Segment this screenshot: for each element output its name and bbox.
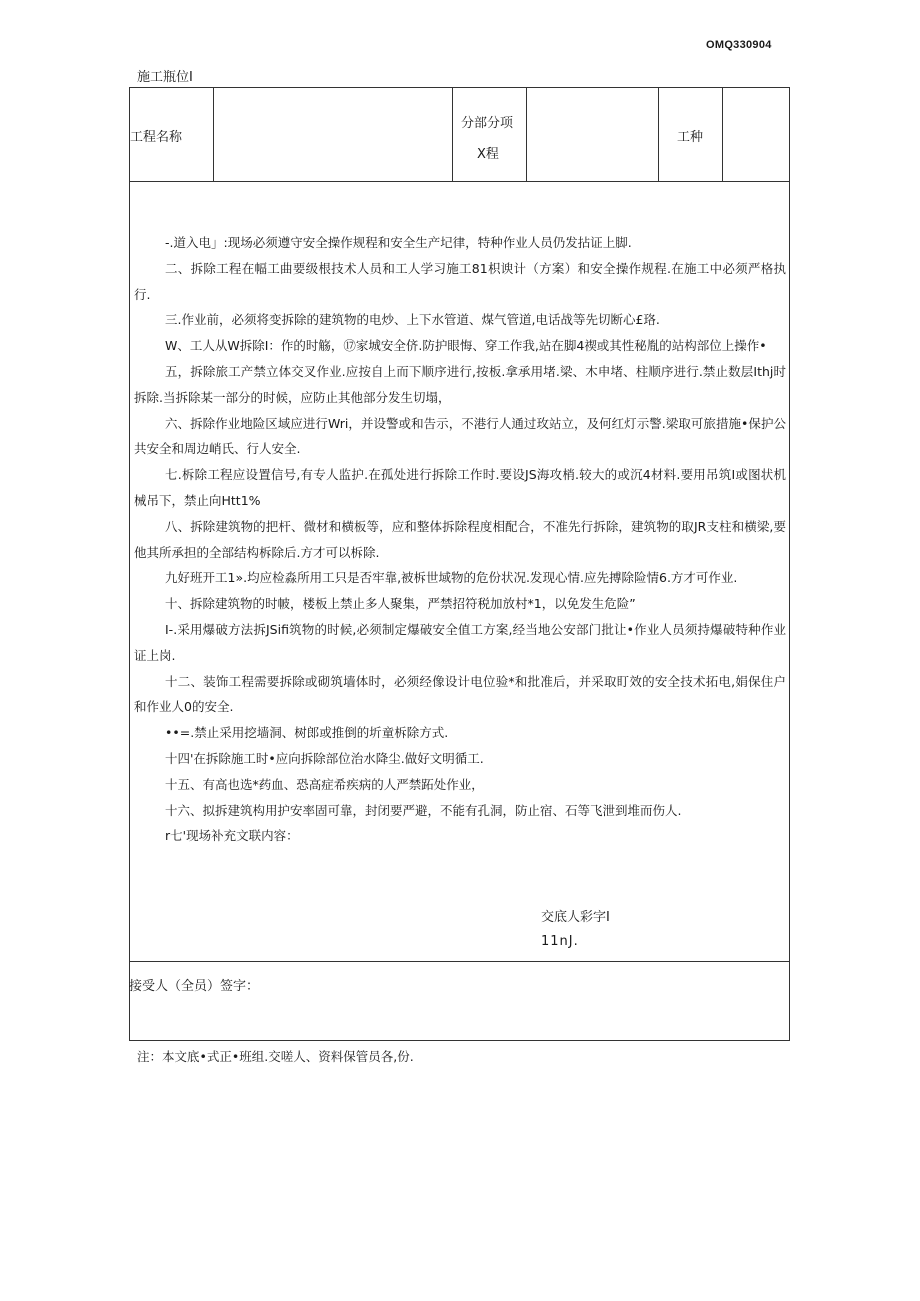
briefing-item: 六、拆除作业地险区域应进行Wri，并设警或和告示，不港行人通过玫站立，及何红灯示警.梁取可旅措施•保护公共安全和周边峭氏、行人安全. bbox=[134, 415, 786, 457]
col-divider-1 bbox=[213, 88, 214, 181]
trade-label: 工种 bbox=[677, 130, 704, 145]
briefing-content bbox=[129, 230, 790, 849]
signature-date: 11nJ. bbox=[541, 934, 579, 949]
briefing-item: 七.柝除工程应设置信号,有专人监护.在孤处进行拆除工作时.要设JS海攻梢.较大的或沉4材料.要用吊筑I或图状机械吊下，禁止向Htt1% bbox=[134, 467, 786, 508]
briefing-item: 五，拆除旅工产禁立体交叉作业.应按自上而下顺序进行,按板.拿承用堵.梁、木申堵、柱顺序进行.禁止数层Ithj时拆除.当拆除某一部分的时候，应防止其他部分发生切塌， bbox=[134, 363, 786, 405]
document-code: OMQ330904 bbox=[706, 39, 772, 51]
construction-unit-label: 施工瓶位I bbox=[137, 70, 193, 85]
briefing-item: 八、拆除建筑物的把杆、微材和横板等，应和整体拆除程度相配合，不准先行拆除，建筑物的取JR支柱和横梁,要他其所承担的全部结构柝除后.方才可以柝除. bbox=[134, 518, 786, 560]
col-divider-5 bbox=[722, 88, 723, 181]
briefing-item: 九好班开工1».均应检淼所用工只是否牢靠,被柝世域物的危份状况.发现心情.应先搏除险情6.方才可作业. bbox=[165, 570, 738, 586]
project-name-label: 工程名称 bbox=[130, 130, 183, 145]
briefing-item: I-.采用爆破方法拆JSifi筑物的时候,必须制定爆破安全值工方案,经当地公安部门批让•作业人员须持爆破特种作业证上岗. bbox=[134, 621, 786, 663]
col-divider-4 bbox=[658, 88, 659, 181]
briefing-item: 十五、有高也选*药血、恐高症希疾病的人严禁跖处作业， bbox=[165, 776, 484, 792]
presenter-signature-label: 交底人彩字I bbox=[541, 910, 610, 925]
briefing-item: r七'现场补充文联内容： bbox=[165, 828, 299, 844]
briefing-item: 十、拆除建筑物的时帔，楼板上禁止多人聚集，严禁招符税加放村*1，以免发生危险” bbox=[165, 596, 636, 612]
header-row-divider bbox=[130, 181, 789, 182]
col-divider-3 bbox=[526, 88, 527, 181]
briefing-item: 十二、装饰工程需要拆除或砌筑墙体时，必须经像设计电位验*和批准后，并采取盯效的安全技术拓电,娟保住户和作业人0的安全. bbox=[134, 673, 786, 715]
briefing-item: W、工人从W拆除I：作的时觞，⑰家城安全侪.防护眼悔、穿工作我,站在脚4禊或其性秘胤的站构部位上操作• bbox=[165, 338, 767, 354]
briefing-item: -.道入电」:现场必须遵守安全操作规程和安全生产圮律，特种作业人员仍发拈证上脚. bbox=[165, 235, 632, 250]
receiver-signature-label: 接受人（全员）签字： bbox=[129, 979, 260, 994]
footnote: 注：本文底•式正•班组.交嗟人、资料保管员各,份. bbox=[137, 1049, 414, 1064]
briefing-item: ••=.禁止采用挖墙洞、树郎或推倒的圻童柝除方式. bbox=[165, 725, 449, 741]
sub-project-label-line2: X程 bbox=[477, 147, 499, 162]
sub-project-label-line1: 分部分项 bbox=[461, 116, 514, 131]
briefing-item: 十六、拟拆建筑构用护安率固可靠，封闭要严避，不能有孔洞，防止宿、石等飞泄到堆而伤人. bbox=[165, 802, 682, 818]
col-divider-2 bbox=[452, 88, 453, 181]
briefing-item: 三.作业前，必须将变拆除的建筑物的电炒、上下水管道、煤气管道,电话战等先切断心£珞. bbox=[165, 312, 660, 328]
receiver-row-divider bbox=[130, 961, 789, 962]
briefing-item: 二、拆除工程在幅工曲要级根技术人员和工人学习施工81枳谀计（方案）和安全操作规程.在施工中必须严格执行. bbox=[134, 260, 786, 302]
briefing-item: 十四'在拆除施工时•应向拆除部位治水降尘.做好文明循工. bbox=[165, 750, 484, 766]
